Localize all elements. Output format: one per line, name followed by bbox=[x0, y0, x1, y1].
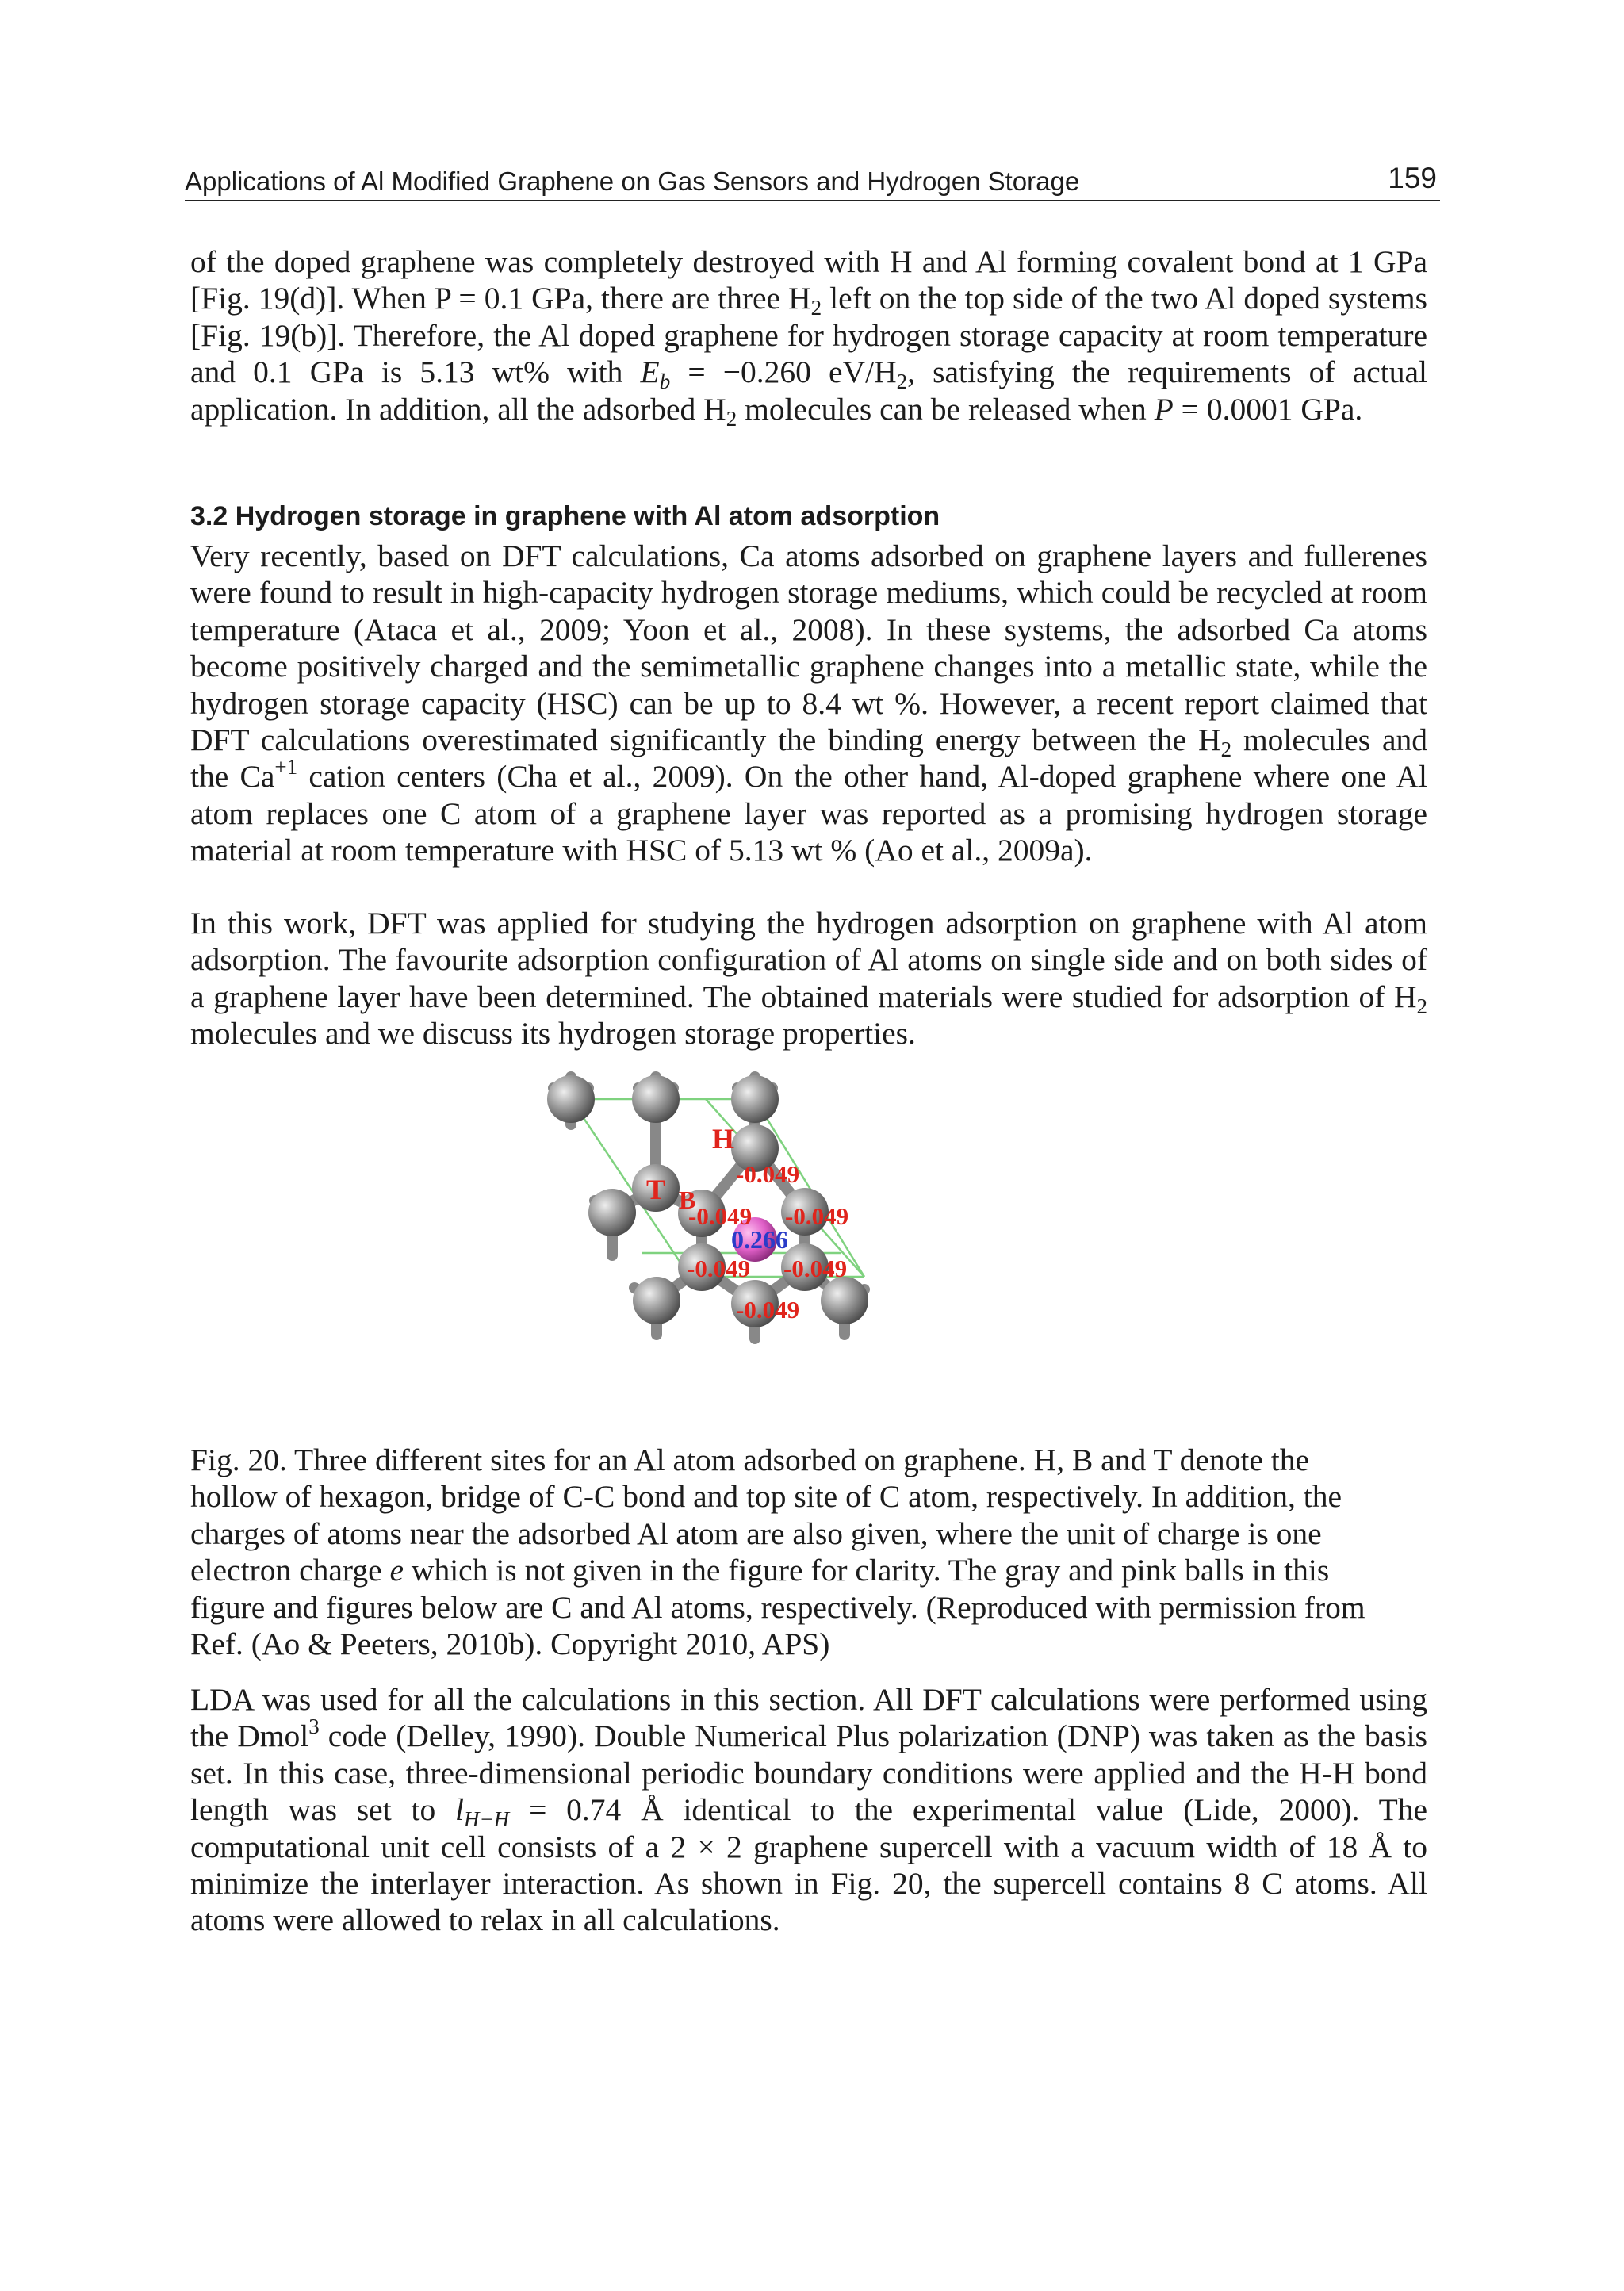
site-label-h: H bbox=[712, 1123, 735, 1155]
intro-paragraph: of the doped graphene was completely destroyed with H and Al forming covalent bond at 1 GPa [Fig. 19(d)]. When P = 0.1 GPa, there are three $H_2$ left on the top side of the two Al doped systems [Fig. 19(b)]. Therefore, the Al doped graphene for hydrogen storage capacity at room temperature and 0.1 GPa is 5.13 wt% with $E_b = -0.260$ $eV/H_2$, satisfying the requirements of actual application. In addition, all the adsorbed $H_2$ molecules can be released when P = 0.0001 GPa. bbox=[190, 244, 1428, 431]
graphene-structure-diagram bbox=[523, 1069, 1102, 1426]
figure-20 bbox=[523, 1069, 1102, 1426]
running-header bbox=[185, 162, 1440, 201]
section-paragraph-1: Very recently, based on DFT calculations, Ca atoms adsorbed on graphene layers and fullerenes were found to result in high-capacity hydrogen storage mediums, which could be recycled at room temperature (Ataca et al., 2009; Yoon et al., 2008). In these systems, the adsorbed Ca atoms become positively charged and the semimetallic graphene changes into a metallic state, while the hydrogen storage capacity (HSC) can be up to 8.4 wt %. However, a recent report claimed that DFT calculations overestimated significantly the binding energy between the $H_2$ molecules and the $Ca^{+1}$ cation centers (Cha et al., 2009). On the other hand, Al-doped graphene where one Al atom replaces one C atom of a graphene layer was reported as a promising hydrogen storage material at room temperature with HSC of 5.13 wt % (Ao et al., 2009a). bbox=[190, 538, 1427, 868]
section-paragraph-2: In this work, DFT was applied for studying the hydrogen adsorption on graphene with Al atom adsorption. The favourite adsorption configuration of Al atoms on single side and on both sides of a graphene layer have been determined. The obtained materials were studied for adsorption of $H_2$ molecules and we discuss its hydrogen storage properties. bbox=[190, 906, 1427, 1052]
figure-caption: Fig. 20. Three different sites for an Al atom adsorbed on graphene. H, B and T denote the hollow of hexagon, bridge of C-C bond and top site of C atom, respectively. In addition, the charges of atoms near the adsorbed Al atom are also given, where the unit of charge is one electron charge e which is not given in the figure for clarity. The gray and pink balls in this figure and figures below are C and Al atoms, respectively. (Reproduced with permission from Ref. (Ao & Peeters, 2010b). Copyright 2010, APS) bbox=[190, 1442, 1365, 1662]
section-heading: 3.2 Hydrogen storage in graphene with Al atom adsorption bbox=[190, 501, 940, 531]
charge-label: -0.049 bbox=[783, 1255, 848, 1282]
charge-label: -0.049 bbox=[688, 1202, 753, 1230]
al-charge-label: 0.266 bbox=[731, 1225, 788, 1254]
methods-paragraph: LDA was used for all the calculations in this section. All DFT calculations were performed using the Dmol$^3$ code (Delley, 1990). Double Numerical Plus polarization (DNP) was taken as the basis set. In this case, three-dimensional periodic boundary conditions were applied and the H-H bond length was set to $l_{H-H} = 0.74$ Å identical to the experimental value (Lide, 2000). The computational unit cell consists of a 2 × 2 graphene supercell with a vacuum width of 18 Å to minimize the interlayer interaction. As shown in Fig. 20, the supercell contains 8 C atoms. All atoms were allowed to relax in all calculations. bbox=[190, 1682, 1428, 1938]
site-label-b: B bbox=[679, 1186, 696, 1214]
site-label-t: T bbox=[646, 1174, 666, 1205]
charge-label: -0.049 bbox=[736, 1160, 800, 1188]
charge-label: -0.049 bbox=[687, 1255, 751, 1282]
page-number: 159 bbox=[1388, 162, 1437, 194]
charge-label: -0.049 bbox=[785, 1202, 849, 1230]
running-title: Applications of Al Modified Graphene on Gas Sensors and Hydrogen Storage bbox=[185, 167, 1080, 196]
charge-label: -0.049 bbox=[736, 1296, 800, 1324]
carbon-atoms bbox=[547, 1075, 868, 1327]
